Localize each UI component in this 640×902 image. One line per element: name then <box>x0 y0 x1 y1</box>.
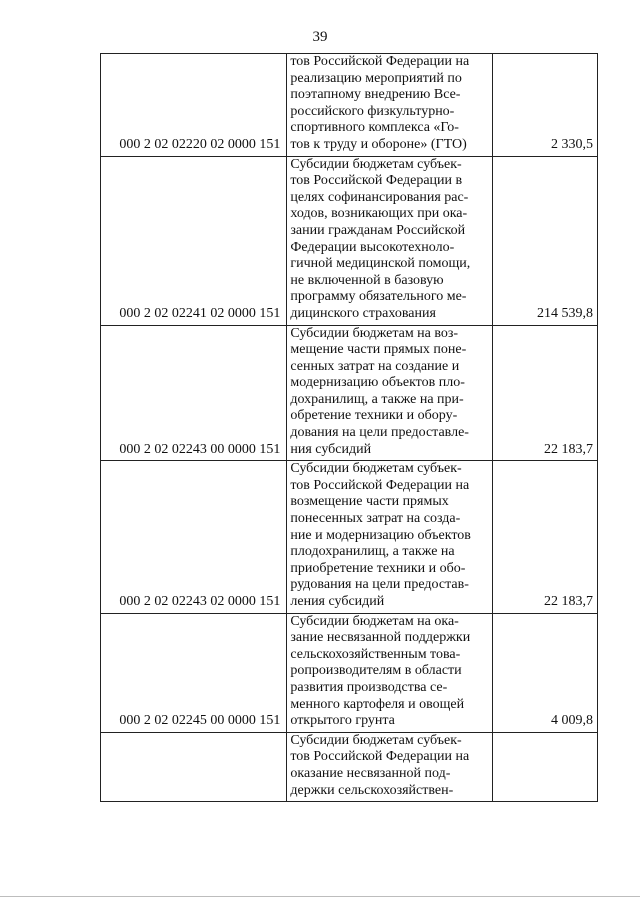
budget-code <box>101 732 287 801</box>
table-row <box>101 325 598 461</box>
budget-code: 000 2 02 02220 02 0000 151 <box>101 54 287 157</box>
row-amount: 214 539,8 <box>493 156 598 325</box>
page-number: 39 <box>312 29 328 45</box>
table-row <box>101 461 598 613</box>
row-description: Субсидии бюджетам субъек- тов Российской Федерации на оказание несвязанной под- держки сельскохозяйствен- <box>287 732 493 801</box>
row-amount: 2 330,5 <box>493 54 598 157</box>
budget-table <box>100 53 598 802</box>
page-bottom-rule <box>0 896 640 897</box>
budget-code: 000 2 02 02243 00 0000 151 <box>101 325 287 461</box>
row-description: Субсидии бюджетам на ока- зание несвязанной поддержки сельскохозяйственным това- ропроизводителям в области развития производства се- менного картофеля и овощей открытого грунта <box>287 613 493 732</box>
budget-code: 000 2 02 02243 02 0000 151 <box>101 461 287 613</box>
row-amount: 4 009,8 <box>493 613 598 732</box>
row-description: Субсидии бюджетам субъек- тов Российской Федерации на возмещение части прямых понесенных затрат на созда- ние и модернизацию объектов плодохранилищ, а также на приобретение техники и обо- рудования на цели предостав- ления субсидий <box>287 461 493 613</box>
budget-code: 000 2 02 02245 00 0000 151 <box>101 613 287 732</box>
row-description: тов Российской Федерации на реализацию мероприятий по поэтапному внедрению Все- российского физкультурно- спортивного комплекса «Го- тов к труду и обороне» (ГТО) <box>287 54 493 157</box>
budget-code: 000 2 02 02241 02 0000 151 <box>101 156 287 325</box>
row-amount: 22 183,7 <box>493 325 598 461</box>
table-row <box>101 732 598 801</box>
table-row <box>101 156 598 325</box>
row-description: Субсидии бюджетам на воз- мещение части прямых поне- сенных затрат на создание и модернизацию объектов пло- дохранилищ, а также на при- обретение техники и обору- дования на цели предоставле- ния субсидий <box>287 325 493 461</box>
row-amount: 22 183,7 <box>493 461 598 613</box>
table-row <box>101 613 598 732</box>
row-amount <box>493 732 598 801</box>
row-description: Субсидии бюджетам субъек- тов Российской Федерации в целях софинансирования рас- ходов, возникающих при ока- зании гражданам Российской Федерации высокотехноло- гичной медицинской помощи, не включенной в базовую программу обязательного ме- дицинского страхования <box>287 156 493 325</box>
table-row <box>101 54 598 157</box>
